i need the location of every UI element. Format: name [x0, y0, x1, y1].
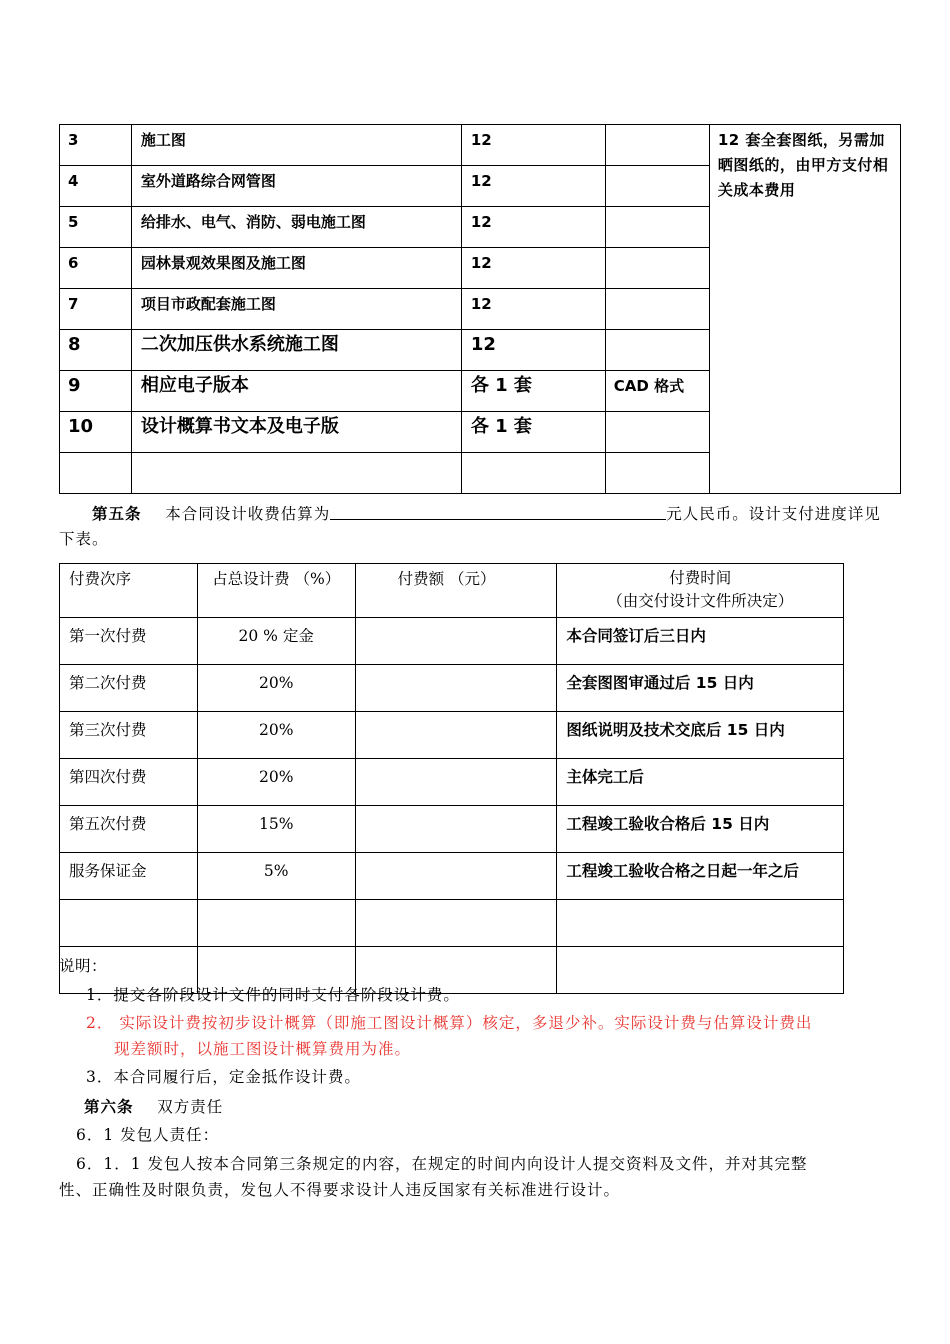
table-row	[60, 759, 844, 806]
merged-remark: 12 套全套图纸，另需加晒图纸的，由甲方支付相关成本费用	[709, 125, 900, 494]
deliverable-name: 设计概算书文本及电子版	[131, 412, 461, 453]
deliverables-table	[59, 124, 901, 494]
article5-text-before: 本合同设计收费估算为	[165, 505, 331, 523]
deliverable-quantity: 12	[461, 289, 605, 330]
row-number: 10	[60, 412, 132, 453]
note-item-2-number: 2．	[86, 1014, 114, 1032]
deliverable-note	[605, 330, 709, 371]
article6-title: 第六条	[84, 1098, 134, 1116]
header-order: 付费次序	[60, 564, 198, 618]
fee-blank-field	[330, 502, 666, 520]
payment-time: 工程竣工验收合格后 15 日内	[557, 806, 844, 853]
deliverable-note	[605, 453, 709, 494]
payment-order: 第三次付费	[60, 712, 198, 759]
row-number: 9	[60, 371, 132, 412]
row-number: 8	[60, 330, 132, 371]
table-header-row	[60, 564, 844, 618]
deliverable-name	[131, 453, 461, 494]
table-row	[60, 712, 844, 759]
deliverable-note	[605, 207, 709, 248]
deliverable-quantity: 12	[461, 330, 605, 371]
deliverable-name: 施工图	[131, 125, 461, 166]
table-row	[60, 853, 844, 900]
payment-percent	[197, 900, 355, 947]
payment-schedule-table	[59, 563, 844, 994]
note-item-1: 1．提交各阶段设计文件的同时支付各阶段设计费。	[86, 986, 460, 1004]
deliverable-note	[605, 125, 709, 166]
payment-time	[557, 900, 844, 947]
payment-amount	[355, 712, 557, 759]
table-row	[60, 618, 844, 665]
article5-title: 第五条	[92, 505, 142, 523]
deliverable-name: 园林景观效果图及施工图	[131, 248, 461, 289]
deliverable-quantity: 12	[461, 248, 605, 289]
payment-amount	[355, 759, 557, 806]
payment-percent: 20 % 定金	[197, 618, 355, 665]
article6-heading	[84, 1095, 884, 1120]
payment-order	[60, 900, 198, 947]
payment-order: 第一次付费	[60, 618, 198, 665]
deliverable-quantity: 各 1 套	[461, 412, 605, 453]
table-row	[60, 806, 844, 853]
clause-6-1: 6．1 发包人责任：	[76, 1126, 220, 1144]
deliverable-note	[605, 248, 709, 289]
table-row	[60, 125, 901, 166]
payment-time: 图纸说明及技术交底后 15 日内	[557, 712, 844, 759]
payment-time: 主体完工后	[557, 759, 844, 806]
deliverable-note	[605, 166, 709, 207]
payment-amount	[355, 900, 557, 947]
note-item-2-line2: 现差额时，以施工图设计概算费用为准。	[114, 1040, 412, 1058]
header-time-main: 付费时间	[669, 569, 732, 587]
header-time-sub: （由交付设计文件所决定）	[607, 592, 794, 610]
note-item-2-line1: 实际设计费按初步设计概算（即施工图设计概算）核定，多退少补。实际设计费与估算设计费出	[119, 1014, 813, 1032]
row-number: 5	[60, 207, 132, 248]
table-row	[60, 665, 844, 712]
deliverable-quantity: 各 1 套	[461, 371, 605, 412]
clause-6-1-1-line1: 6．1．1 发包人按本合同第三条规定的内容，在规定的时间内向设计人提交资料及文件，并对其完整	[76, 1155, 808, 1173]
payment-amount	[355, 665, 557, 712]
header-time	[557, 564, 844, 618]
payment-percent: 15%	[197, 806, 355, 853]
deliverable-note	[605, 412, 709, 453]
payment-time: 工程竣工验收合格之日起一年之后	[557, 853, 844, 900]
article6-subtitle: 双方责任	[157, 1098, 224, 1116]
article5-paragraph	[59, 502, 893, 552]
payment-amount	[355, 853, 557, 900]
notes-heading: 说明：	[59, 957, 108, 975]
row-number: 4	[60, 166, 132, 207]
note-item-3: 3．本合同履行后，定金抵作设计费。	[86, 1068, 361, 1086]
deliverable-note	[605, 289, 709, 330]
deliverable-name: 二次加压供水系统施工图	[131, 330, 461, 371]
deliverable-quantity	[461, 453, 605, 494]
clause-6-1-1-line2: 性、正确性及时限负责，发包人不得要求设计人违反国家有关标准进行设计。	[59, 1181, 621, 1199]
payment-time: 本合同签订后三日内	[557, 618, 844, 665]
deliverable-quantity: 12	[461, 207, 605, 248]
payment-percent: 20%	[197, 759, 355, 806]
deliverable-quantity: 12	[461, 125, 605, 166]
row-number: 7	[60, 289, 132, 330]
header-amount: 付费额 （元）	[355, 564, 557, 618]
header-percent: 占总设计费 （%）	[197, 564, 355, 618]
payment-percent: 20%	[197, 665, 355, 712]
deliverable-name: 室外道路综合网管图	[131, 166, 461, 207]
row-number	[60, 453, 132, 494]
row-number: 6	[60, 248, 132, 289]
deliverable-note: CAD 格式	[605, 371, 709, 412]
article5-text-after: 元人民币。设计支付进度详见下表。	[59, 505, 881, 548]
deliverable-name: 相应电子版本	[131, 371, 461, 412]
payment-order: 第五次付费	[60, 806, 198, 853]
payment-order: 服务保证金	[60, 853, 198, 900]
deliverable-name: 给排水、电气、消防、弱电施工图	[131, 207, 461, 248]
deliverable-name: 项目市政配套施工图	[131, 289, 461, 330]
deliverable-quantity: 12	[461, 166, 605, 207]
payment-order: 第二次付费	[60, 665, 198, 712]
note-item-2	[86, 1011, 894, 1036]
payment-amount	[355, 618, 557, 665]
row-number: 3	[60, 125, 132, 166]
payment-amount	[355, 806, 557, 853]
payment-order: 第四次付费	[60, 759, 198, 806]
table-row	[60, 900, 844, 947]
payment-time: 全套图图审通过后 15 日内	[557, 665, 844, 712]
payment-percent: 20%	[197, 712, 355, 759]
payment-percent: 5%	[197, 853, 355, 900]
